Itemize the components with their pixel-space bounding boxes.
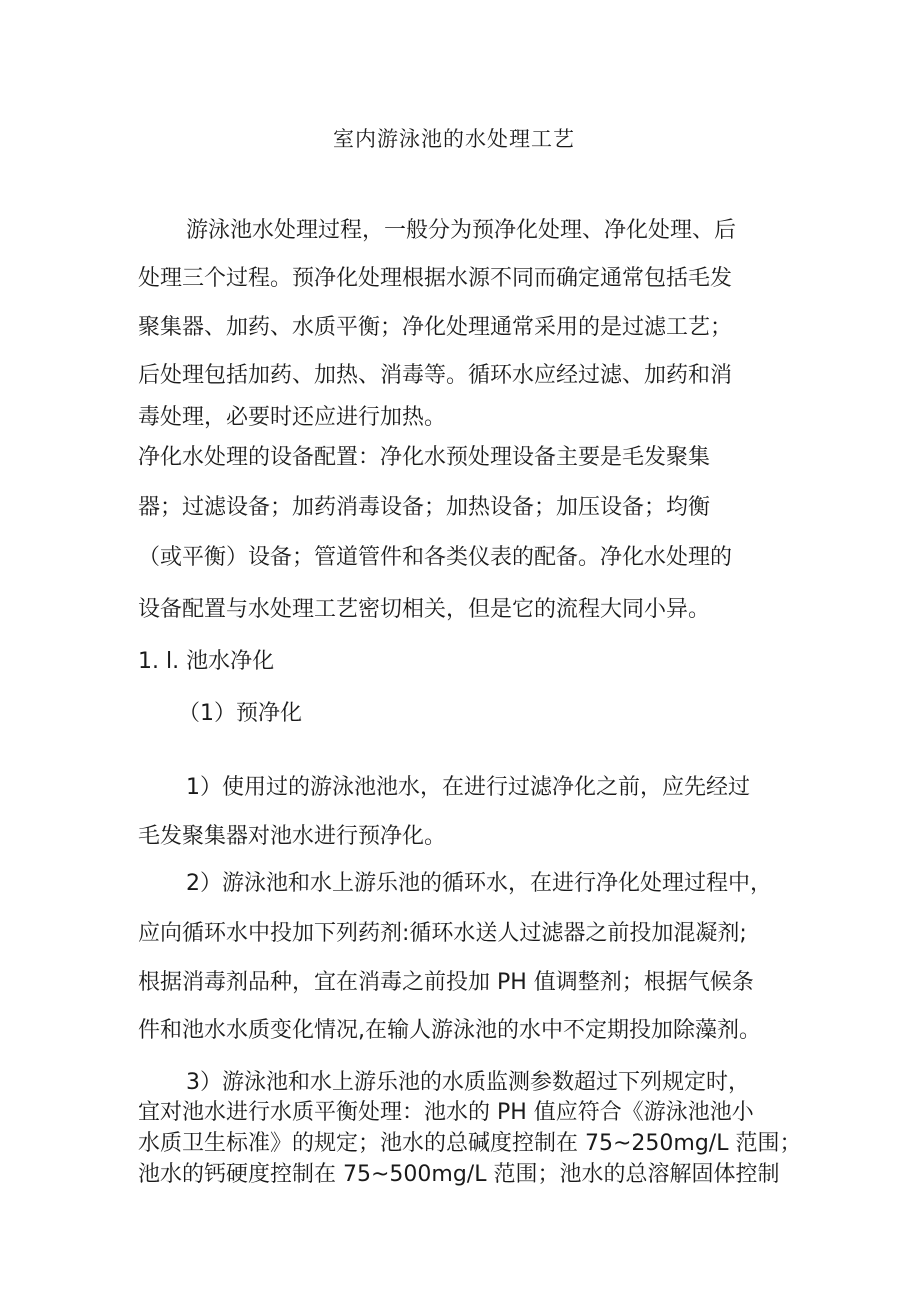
intro-line: 毒处理，必要时还应进行加热。: [138, 405, 447, 430]
list-item-line: 件和池水水质变化情况,在输人游泳池的水中不定期投加除藻剂。: [138, 1018, 761, 1043]
list-item-line: 宜对池水进行水质平衡处理：池水的 PH 值应符合《游泳池池小: [138, 1100, 754, 1125]
list-item-line: 3）游泳池和水上游乐池的水质监测参数超过下列规定时，: [186, 1070, 750, 1095]
equipment-line: 器；过滤设备；加药消毒设备；加热设备；加压设备；均衡: [138, 495, 711, 520]
intro-line: 游泳池水处理过程，一般分为预净化处理、净化处理、后: [186, 218, 737, 243]
list-item-line: 2）游泳池和水上游乐池的循环水，在进行净化处理过程中，: [186, 871, 772, 896]
list-item-line: 池水的钙硬度控制在 75~500mg/L 范围；池水的总溶解固体控制: [138, 1162, 780, 1187]
equipment-line: 净化水处理的设备配置：净化水预处理设备主要是毛发聚集: [138, 445, 711, 470]
subsection-heading: （1）预净化: [178, 701, 302, 726]
intro-line: 处理三个过程。预净化处理根据水源不同而确定通常包括毛发: [138, 266, 733, 291]
intro-line: 后处理包括加药、加热、消毒等。循环水应经过滤、加药和消: [138, 363, 733, 388]
equipment-line: （或平衡）设备；管道管件和各类仪表的配备。净化水处理的: [138, 545, 733, 570]
list-item-line: 应向循环水中投加下列药剂:循环水送人过滤器之前投加混凝剂;: [138, 921, 747, 946]
list-item-line: 水质卫生标准》的规定；池水的总碱度控制在 75~250mg/L 范围；: [138, 1131, 802, 1156]
document-title: 室内游泳池的水处理工艺: [333, 127, 575, 151]
section-heading: 1. l. 池水净化: [138, 649, 275, 674]
list-item-line: 毛发聚集器对池水进行预净化。: [138, 824, 447, 849]
list-item-line: 1）使用过的游泳池池水，在进行过滤净化之前，应先经过: [186, 775, 750, 800]
list-item-line: 根据消毒剂品种，宜在消毒之前投加 PH 值调整剂；根据气候条: [138, 970, 754, 995]
intro-line: 聚集器、加药、水质平衡；净化处理通常采用的是过滤工艺；: [138, 315, 733, 340]
equipment-line: 设备配置与水处理工艺密切相关，但是它的流程大同小异。: [138, 597, 711, 622]
